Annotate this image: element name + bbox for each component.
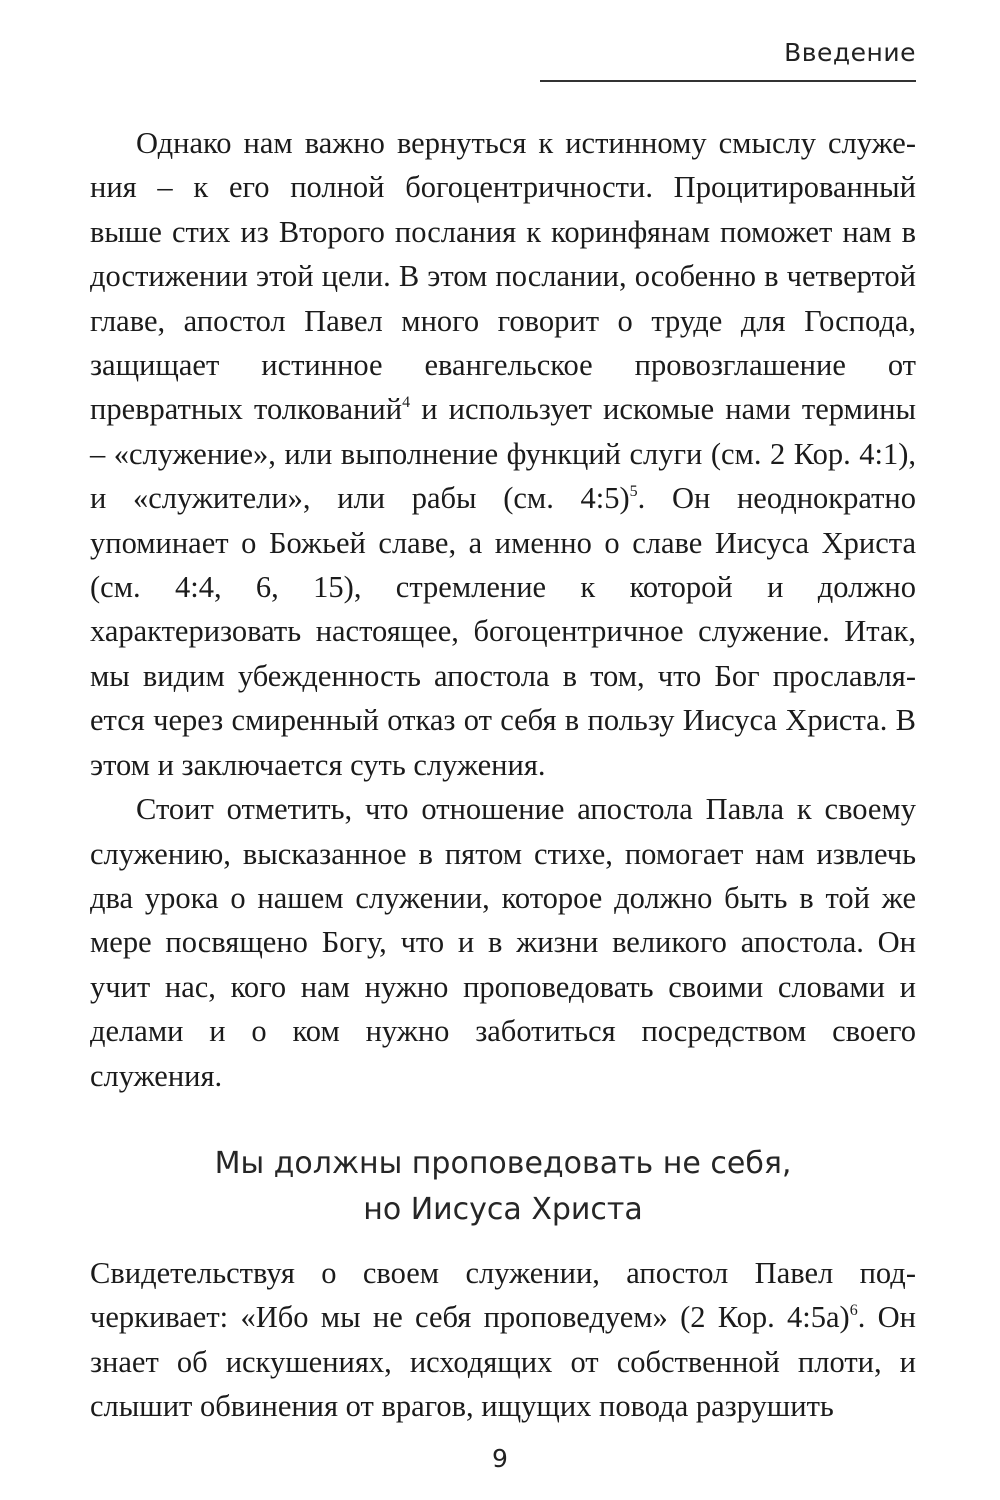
- section-heading: [90, 1141, 916, 1233]
- page-number: 9: [492, 1444, 508, 1473]
- main-text-column: [90, 121, 916, 1098]
- paragraph-1-text-b: и использует искомые нами термины – «служение», или выполнение функций слуги (см. 2 Кор. 4:1), и «служители», или рабы (см. 4:5): [90, 392, 917, 516]
- header-rule: [540, 80, 916, 82]
- footnote-ref-5: 5: [629, 483, 638, 501]
- section-text-column: [90, 1251, 916, 1429]
- running-title: Введение: [784, 38, 916, 67]
- section-paragraph-text-b: . Он знает об искушениях, исходящих от собственной плоти, и слышит обвинения от врагов, ищущих повода разрушить: [90, 1300, 916, 1424]
- paragraph-1-text-c: . Он неоднократно упоминает о Божьей славе, а именно о славе Иисуса Христа (см. 4:4, 6, 15), стремление к которой и должно характеризовать настоящее, богоцентричное служение. Итак, мы видим убежденность апостола в том, что Бог прославляется через смиренный отказ от себя в пользу Иисуса Христа. В этом и заключается суть служения.: [90, 481, 916, 782]
- footnote-ref-4: 4: [402, 394, 411, 412]
- paragraph-2: Стоит отметить, что отношение апостола Павла к своему служению, высказанное в пятом стихе, помогает нам извлечь два урока о нашем служении, которое должно быть в той же мере посвящено Богу, что и в жизни великого апостола. Он учит нас, кого нам нужно проповедовать своими словами и делами и о ком нужно заботиться посредством своего служения.: [90, 792, 916, 1093]
- paragraph-1: [90, 121, 916, 787]
- section-heading-line-2: но Иисуса Христа: [363, 1192, 643, 1227]
- paragraph-1-text-a: Однако нам важно вернуться к истинному смыслу служения – к его полной богоцентричности. Процитированный выше стих из Второго послания к коринфянам поможет нам в достижении этой цели. В этом послании, особенно в четвертой главе, апостол Павел много говорит о труде для Господа, защищает истинное евангельское провозглашение от превратных толкований: [90, 126, 916, 427]
- footnote-ref-6: 6: [849, 1302, 858, 1320]
- section-heading-line-1: Мы должны проповедовать не себя,: [214, 1146, 792, 1181]
- section-paragraph: [90, 1251, 916, 1429]
- section-paragraph-text-a: Свидетельствуя о своем служении, апостол Павел подчеркивает: «Ибо мы не себя проповедуем» (2 Кор. 4:5а): [90, 1256, 916, 1335]
